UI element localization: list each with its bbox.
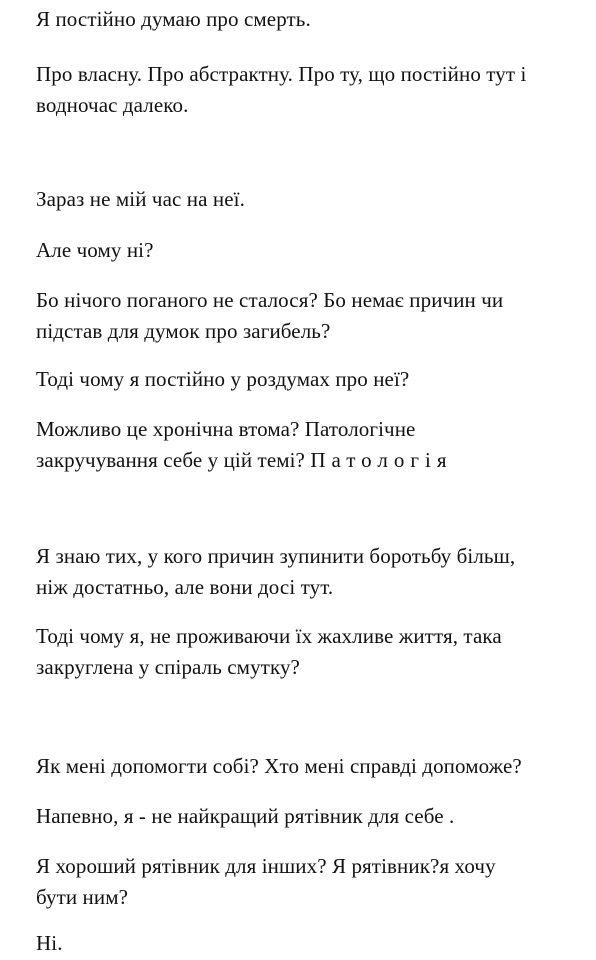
text-line: Але чому ні?	[36, 238, 154, 262]
text-line: Я знаю тих, у кого причин зупинити боротьбу більш,	[36, 544, 516, 568]
text-line	[36, 445, 584, 476]
paragraph-5	[36, 285, 584, 347]
text-fragment: закручування себе у цій темі?	[36, 448, 305, 472]
text-line: Зараз не мій час на неї.	[36, 187, 245, 211]
paragraph-10	[36, 751, 584, 782]
spaced-word: Патологія	[310, 448, 453, 472]
text-line: Ні.	[36, 931, 63, 955]
paragraph-7	[36, 414, 584, 476]
paragraph-3	[36, 184, 584, 215]
text-line: Можливо це хронічна втома? Патологічне	[36, 417, 416, 441]
text-line: Я хороший рятівник для інших? Я рятівник?я хочу	[36, 854, 496, 878]
paragraph-1	[36, 4, 584, 35]
text-line: бути ним?	[36, 885, 129, 909]
text-line: Тоді чому я постійно у роздумах про неї?	[36, 367, 410, 391]
paragraph-12	[36, 851, 584, 913]
paragraph-13	[36, 928, 584, 959]
paragraph-9	[36, 621, 584, 683]
text-line: водночас далеко.	[36, 93, 189, 117]
text-line: закруглена у спіраль смутку?	[36, 655, 300, 679]
text-line: Тоді чому я, не проживаючи їх жахливе життя, така	[36, 624, 502, 648]
text-line: Про власну. Про абстрактну. Про ту, що постійно тут і	[36, 62, 527, 86]
text-line: ніж достатньо, але вони досі тут.	[36, 575, 334, 599]
text-line: Я постійно думаю про смерть.	[36, 7, 311, 31]
text-line: підстав для думок про загибель?	[36, 319, 331, 343]
paragraph-6	[36, 364, 584, 395]
paragraph-4	[36, 235, 584, 266]
paragraph-8	[36, 541, 584, 603]
text-line: Як мені допомогти собі? Хто мені справді допоможе?	[36, 754, 522, 778]
paragraph-11	[36, 801, 584, 832]
paragraph-2	[36, 59, 584, 121]
text-line: Напевно, я - не найкращий рятівник для себе .	[36, 804, 455, 828]
text-line: Бо нічого поганого не сталося? Бо немає причин чи	[36, 288, 504, 312]
